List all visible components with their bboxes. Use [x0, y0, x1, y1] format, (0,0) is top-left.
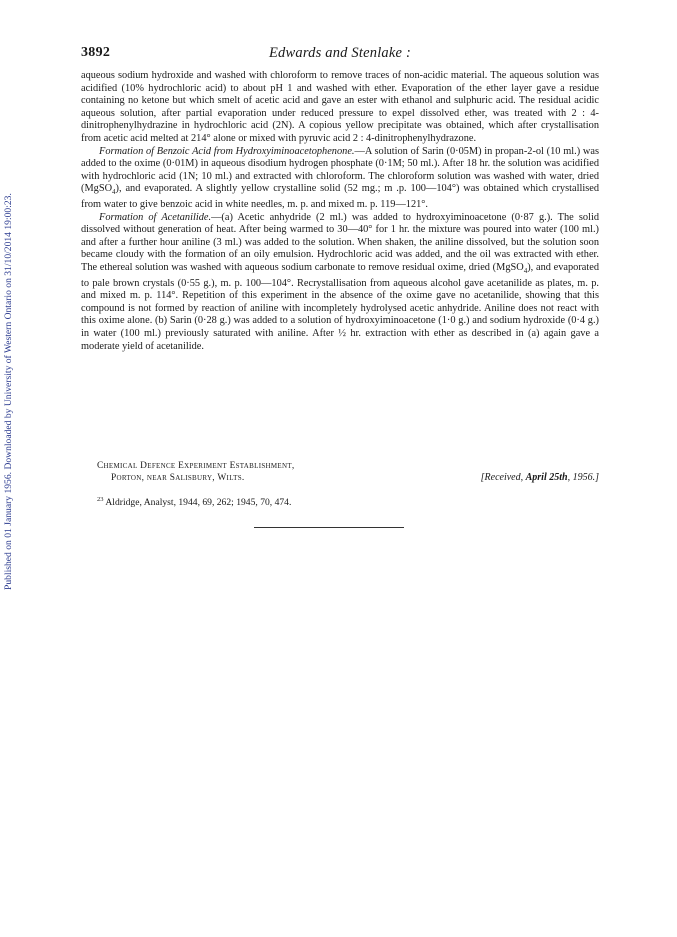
paragraph-acetanilide: Formation of Acetanilide.—(a) Acetic anhydride (2 ml.) was added to hydroxyiminoacetone (0·87 g.). The solid dissolved without generation of heat. After being warmed to 30—40° for 1 hr. the mixture was poured into water (100 ml.) and after a further hour aniline (3 ml.) was added to the solution. When shaken, the aniline dissolved, but the solution soon became cloudy with the formation of an oily emulsion. Hydrochloric acid was added, and the oil was extracted with ether. The ethereal solution was washed with aqueous sodium carbonate to remove residual oxime, dried (MgSO$_4$), and evaporated to pale brown crystals (0·55 g.), m. p. 100—104°. Recrystallisation from aqueous alcohol gave acetanilide as plates, m. p. and mixed m. p. 114°. Repetition of this experiment in the absence of the oxime gave no acetanilide, showing that this compound is not formed by reaction of aniline with incompletely hydrolysed acetic anhydride. Aniline does not react with this oxime alone. (b) Sarin (0·28 g.) was added to a solution of hydroxyiminoacetone (1·0 g.) and sodium hydroxide (0·4 g.) in water (100 ml.) previously saturated with aniline. After ½ hr. extraction with ether as described in (a) again gave a moderate yield of acetanilide. [81, 211, 600, 352]
end-rule [254, 527, 404, 528]
page-header [81, 45, 599, 65]
received-date: [Received, April 25th, 1956.] [480, 472, 599, 483]
affiliation-line-1: Chemical Defence Experiment Establishment, [97, 461, 295, 471]
paragraph-continuation: aqueous sodium hydroxide and washed with chloroform to remove traces of non-acidic material. The aqueous solution was acidified (10% hydrochloric acid) to about pH 1 and washed with ether. Evaporation of the ether layer gave a residue containing no ketone but which smelt of acetic acid and gave an ester with ethanol and sulphuric acid. The residual acidic aqueous solution, after partial evaporation under reduced pressure to expel dissolved ether, was treated with 2 : 4-dinitrophenylhydrazine in hydrochloric acid (2N). A copious yellow precipitate was obtained, which after crystallisation from acetic acid melted at 214° alone or mixed with pyruvic acid 2 : 4-dinitrophenylhydrazone. [81, 70, 599, 144]
affiliation-line-2: Porton, near Salisbury, Wilts. [111, 473, 245, 483]
section-heading-acetanilide: Formation of Acetanilide. [99, 211, 212, 223]
footnote-text: Aldridge, Analyst, 1944, 69, 262; 1945, 70, 474. [103, 497, 292, 509]
section-heading-benzoic-acid: Formation of Benzoic Acid from Hydroxyiminoacetophenone. [99, 145, 355, 157]
footnote-number: 23 [97, 496, 104, 503]
page-number: 3892 [81, 45, 111, 60]
article-body [81, 70, 599, 353]
running-head: Edwards and Stenlake : [269, 45, 411, 61]
download-watermark-text: Published on 01 January 1956. Downloaded by University of Western Ontario on 31/10/2014 19:00:23. [3, 193, 14, 590]
download-watermark [3, 150, 15, 590]
paragraph-benzoic-acid: Formation of Benzoic Acid from Hydroxyiminoacetophenone.—A solution of Sarin (0·05M) in propan-2-ol (10 ml.) was added to the oxime (0·01M) in aqueous disodium hydrogen phosphate (0·1M; 50 ml.). After 18 hr. the solution was acidified with hydrochloric acid (1N; 10 ml.) and extracted with chloroform. The chloroform solution was washed with water, dried (MgSO$_4$), and evaporated. A slightly yellow crystalline solid (52 mg.; m .p. 100—104°) was obtained which crystallised from water to give benzoic acid in white needles, m. p. and mixed m. p. 119—121°. [81, 145, 599, 210]
footnote [97, 494, 291, 509]
